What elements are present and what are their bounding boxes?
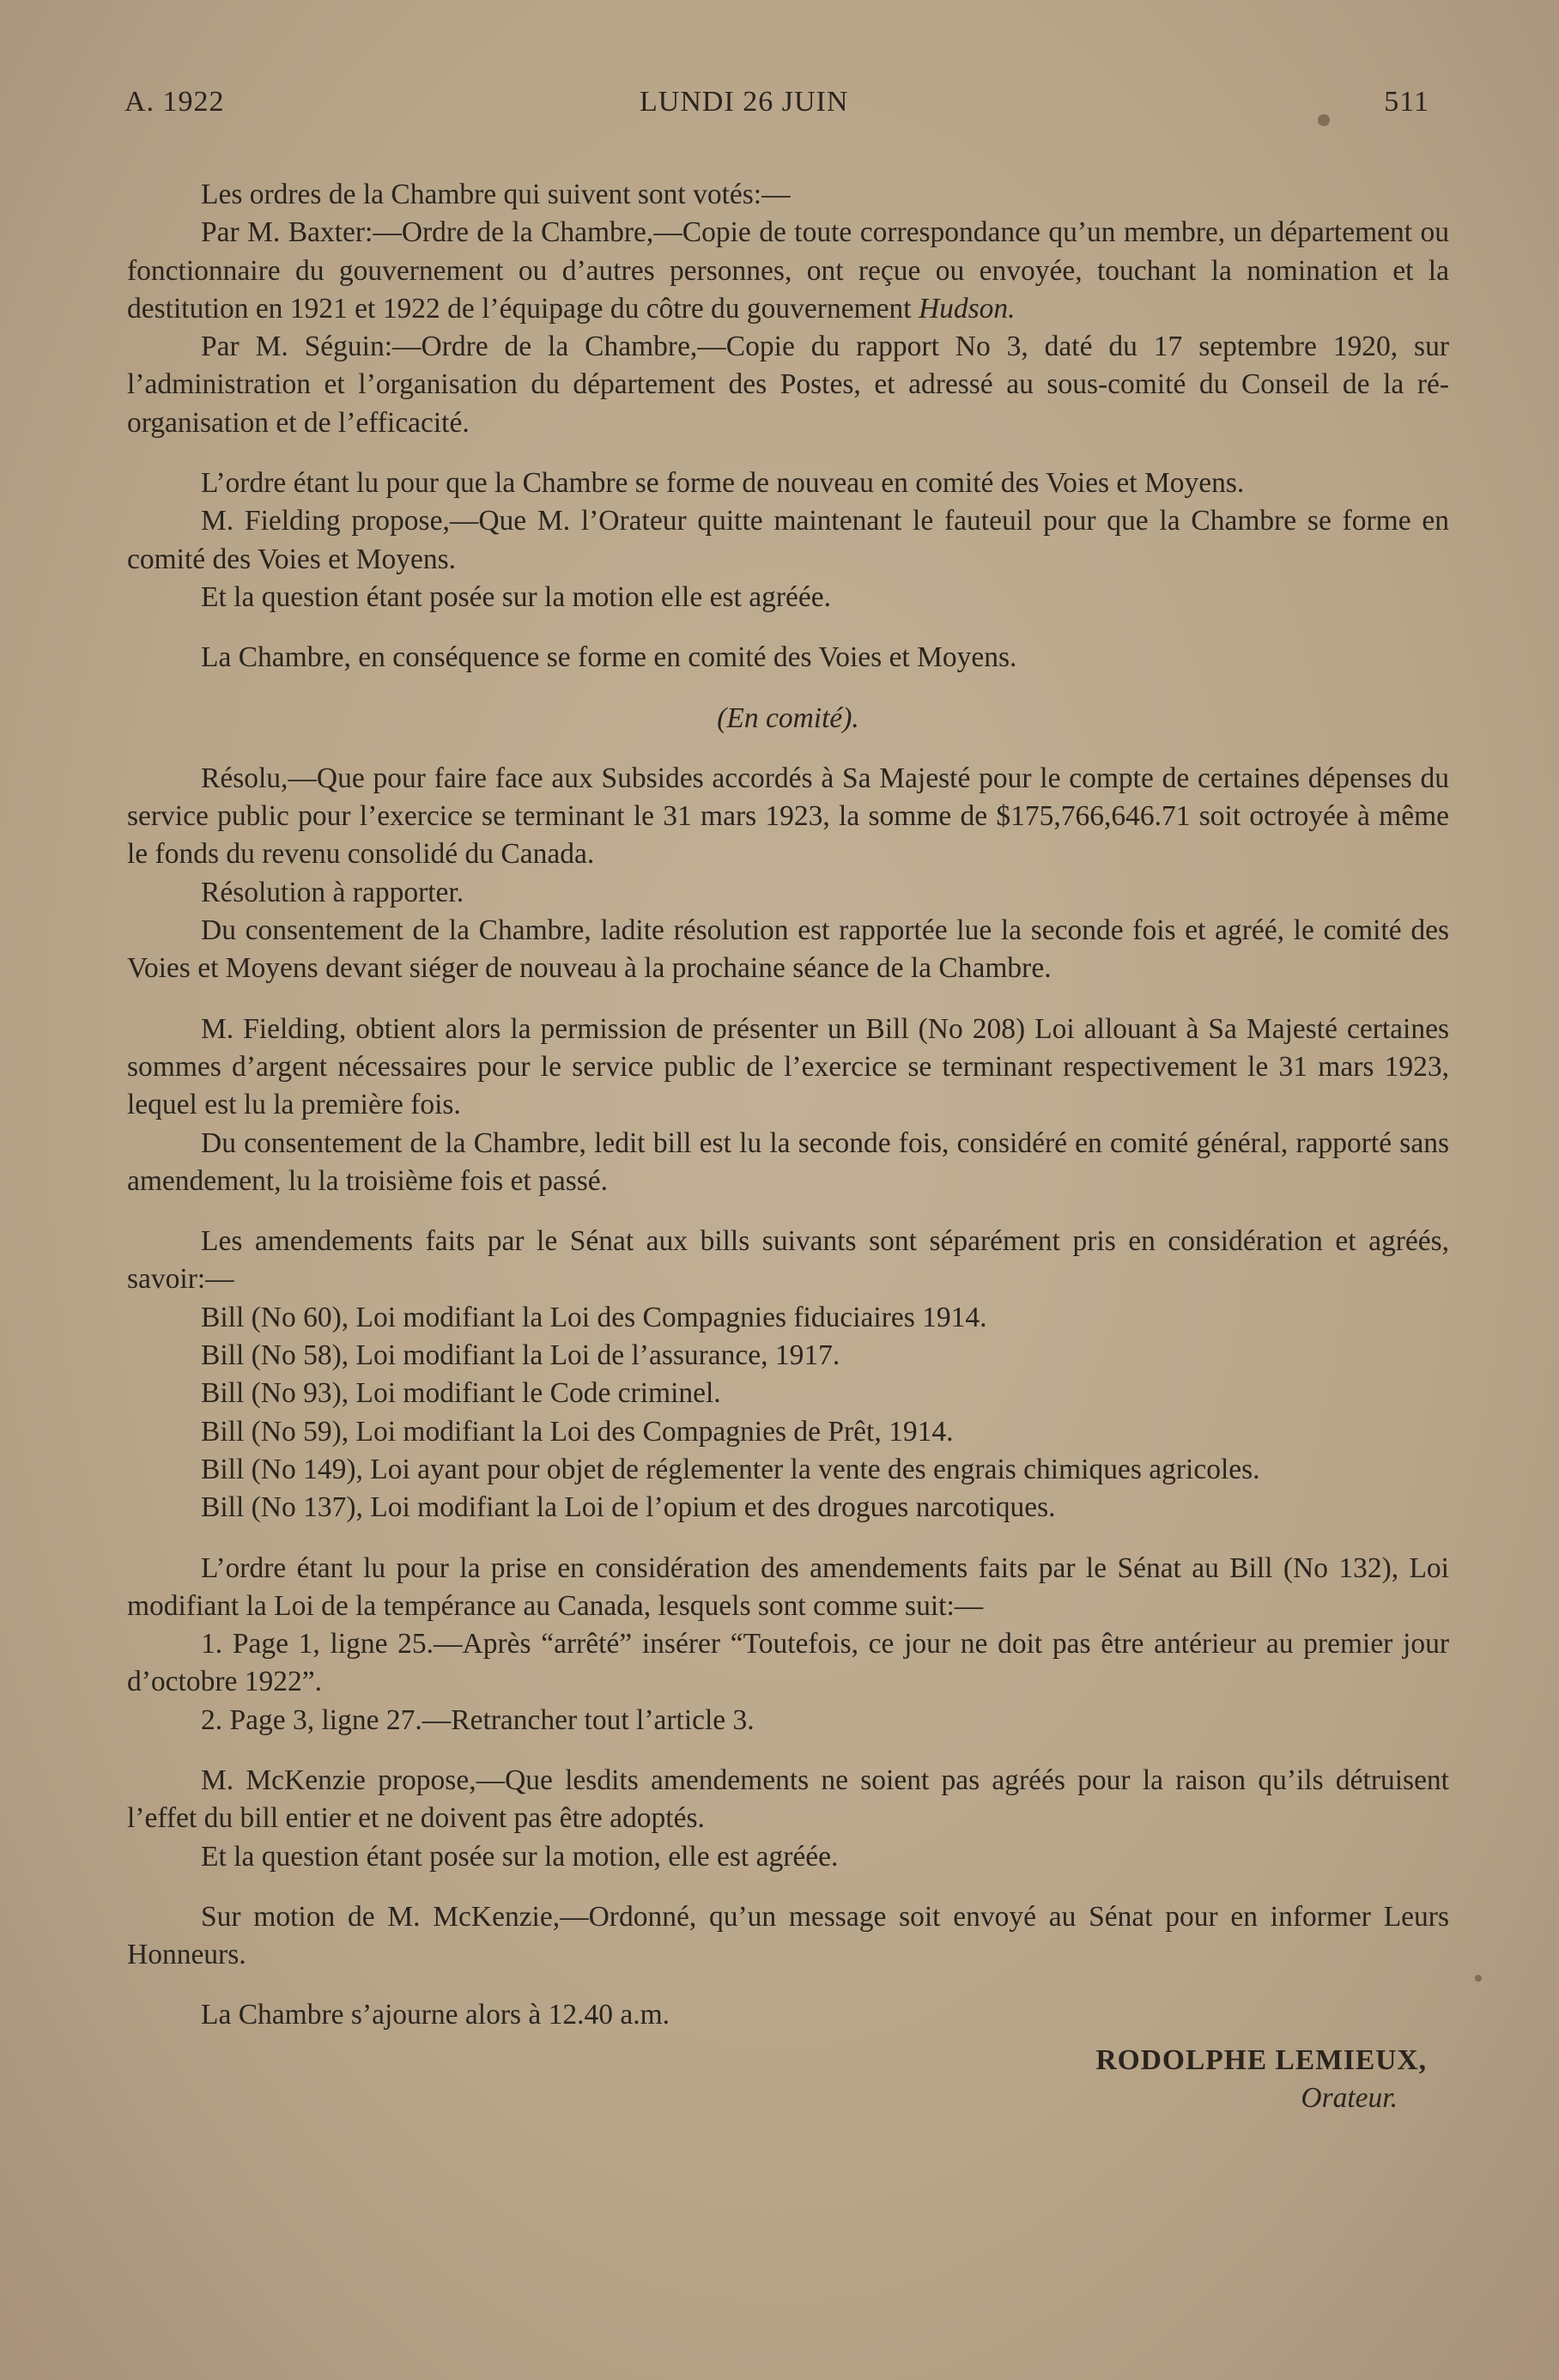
paragraph: Les ordres de la Chambre qui suivent sont votés:—: [201, 179, 791, 210]
paragraph: Du consentement de la Chambre, ledit bill est lu la seconde fois, considéré en comité général, rapporté sans amendement, lu la troisième fois et passé.: [127, 1126, 1449, 1197]
bill-item: Bill (No 137), Loi modifiant la Loi de l’opium et des drogues narcotiques.: [201, 1491, 1056, 1524]
paragraph: Par M. Séguin:—Ordre de la Chambre,—Copie du rapport No 3, daté du 17 septembre 1920, sur l’administration et l’organisation du département des Postes, et adressé au sous-comité du Conseil de la ré-organisation et de l’efficacité.: [127, 331, 1449, 439]
bill-item: Bill (No 59), Loi modifiant la Loi des Compagnies de Prêt, 1914.: [201, 1415, 954, 1448]
bill-item: Bill (No 60), Loi modifiant la Loi des Compagnies fiduciaires 1914.: [201, 1301, 987, 1333]
header-page-number: 511: [1384, 86, 1429, 118]
paragraph: M. Fielding propose,—Que M. l’Orateur quitte maintenant le fauteuil pour que la Chambre se forme en comité des Voies et Moyens.: [127, 505, 1449, 575]
paragraph: Sur motion de M. McKenzie,—Ordonné, qu’un message soit envoyé au Sénat pour en informer Leurs Honneurs.: [127, 1900, 1449, 1971]
committee-heading: [127, 700, 1449, 738]
paragraph: [127, 214, 1449, 328]
paragraph-text: Par M. Baxter:—Ordre de la Chambre,—Copie de toute correspondance qu’un membre, un département ou fonctionnaire du gouvernement ou d’autres personnes, ont reçue ou envoyée, touchant la nomination et la destitution en 1921 et 1922 de l’équipage du côtre du gouvernement: [127, 216, 1449, 325]
paragraph: Et la question étant posée sur la motion, elle est agréée.: [201, 1840, 839, 1873]
amendment-item: 2. Page 3, ligne 27.—Retrancher tout l’article 3.: [201, 1703, 755, 1736]
paragraph: Les amendements faits par le Sénat aux bills suivants sont séparément pris en considération et agréés, savoir:—: [127, 1225, 1449, 1296]
bill-item: Bill (No 149), Loi ayant pour objet de réglementer la vente des engrais chimiques agricoles.: [201, 1453, 1260, 1485]
amendment-item: 1. Page 1, ligne 25.—Après “arrêté” insérer “Toutefois, ce jour ne doit pas être antérieur au premier jour d’octobre 1922”.: [127, 1628, 1449, 1698]
ink-spot: [1318, 114, 1330, 126]
committee-heading-text: (En comité).: [717, 701, 859, 734]
paragraph: Résolution à rapporter.: [201, 876, 464, 908]
paragraph: Du consentement de la Chambre, ladite résolution est rapportée lue la seconde fois et agréé, le comité des Voies et Moyens devant siéger de nouveau à la prochaine séance de la Chambre.: [127, 914, 1449, 985]
paragraph: Résolu,—Que pour faire face aux Subsides accordés à Sa Majesté pour le compte de certaines dépenses du service public pour l’exercice se terminant le 31 mars 1923, la somme de $175,766,646.71 soit octroyée à même le fonds du revenu consolidé du Canada.: [127, 762, 1449, 871]
paragraph: L’ordre étant lu pour que la Chambre se forme de nouveau en comité des Voies et Moyens.: [201, 467, 1245, 500]
page-header: [124, 86, 1429, 129]
paragraph: Et la question étant posée sur la motion elle est agréée.: [201, 580, 831, 613]
bill-item: Bill (No 58), Loi modifiant la Loi de l’assurance, 1917.: [201, 1339, 840, 1372]
signature-title: Orateur.: [1301, 2082, 1398, 2115]
bill-item: Bill (No 93), Loi modifiant le Code criminel.: [201, 1377, 721, 1410]
ink-spot: [1475, 1975, 1482, 1982]
signature-name: RODOLPHE LEMIEUX,: [1095, 2043, 1427, 2076]
vessel-name: Hudson.: [918, 292, 1016, 325]
paragraph: M. McKenzie propose,—Que lesdits amendements ne soient pas agréés pour la raison qu’ils détruisent l’effet du bill entier et ne doivent pas être adoptés.: [127, 1764, 1449, 1835]
paragraph: M. Fielding, obtient alors la permission de présenter un Bill (No 208) Loi allouant à Sa Majesté certaines sommes d’argent nécessaires pour le service public de l’exercice se terminant respectivement le 31 mars 1923, lequel est lu la première fois.: [127, 1012, 1449, 1121]
paragraph: La Chambre s’ajourne alors à 12.40 a.m.: [201, 1999, 670, 2031]
paragraph: La Chambre, en conséquence se forme en comité des Voies et Moyens.: [201, 641, 1017, 674]
header-year: A. 1922: [124, 86, 225, 118]
header-date: LUNDI 26 JUIN: [640, 86, 849, 118]
paragraph: L’ordre étant lu pour la prise en considération des amendements faits par le Sénat au Bill (No 132), Loi modifiant la Loi de la tempérance au Canada, lesquels sont comme suit:—: [127, 1551, 1449, 1622]
journal-body: [127, 176, 1449, 2117]
